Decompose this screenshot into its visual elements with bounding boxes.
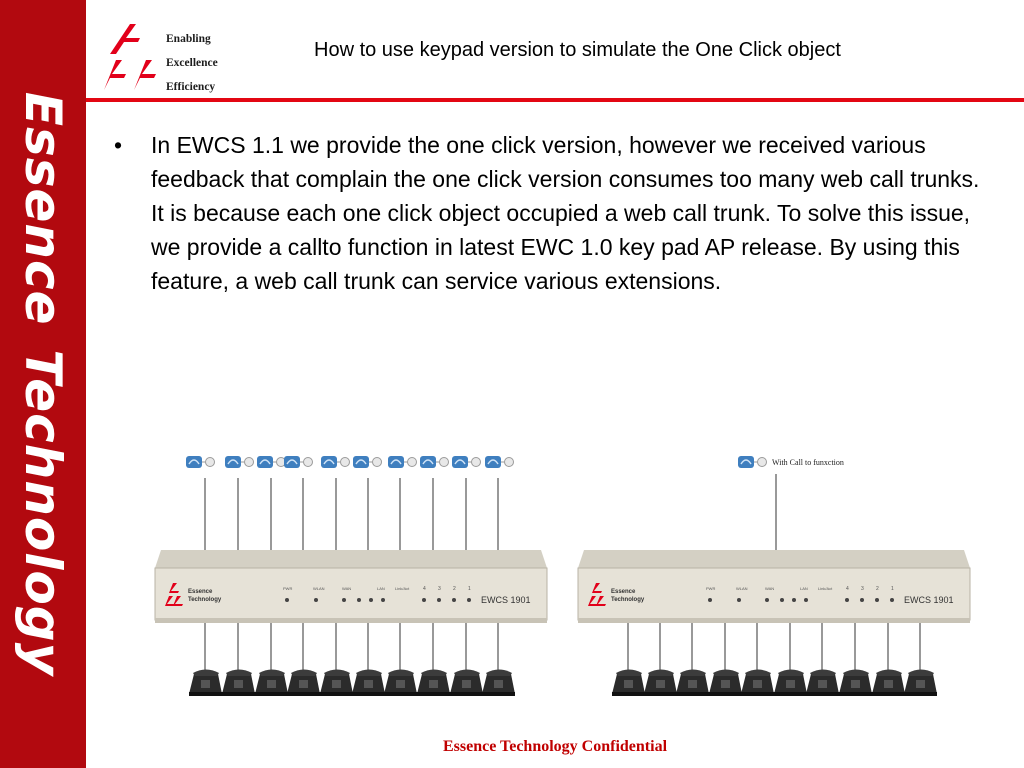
- device-port-label: 1: [468, 586, 471, 592]
- tagline-line-3: Efficiency: [166, 81, 216, 93]
- device-led: [369, 598, 373, 602]
- device-indicator-label: LAN: [377, 586, 385, 591]
- phone-icon: [741, 670, 774, 697]
- device-led: [737, 598, 741, 602]
- bullet-marker: •: [114, 132, 123, 158]
- bullet-text: In EWCS 1.1 we provide the one click version, however we received various feedback that complain the one click version consumes too many web call trunks. It is because each one click object occupied a web call trunk. To solve this issue, we provide a callto function in latest EWC 1.0 key pad AP release. By using this feature, a web call trunk can service various extensions.: [151, 132, 980, 294]
- callto-label: With Call to funxction: [772, 458, 844, 467]
- tagline-line-1: Enabling: [166, 33, 211, 45]
- device-port-led: [452, 598, 456, 602]
- ewcs-1901-device: [155, 550, 547, 623]
- device-model-label: EWCS 1901: [481, 595, 531, 605]
- device-port-label: 4: [423, 586, 426, 592]
- device-port-label: 2: [453, 586, 456, 592]
- device-port-led: [437, 598, 441, 602]
- phone-icon: [676, 670, 709, 697]
- phone-icon: [450, 670, 483, 697]
- one-click-button-icon: [388, 456, 417, 468]
- device-brand-line-1: Essence: [611, 589, 636, 595]
- device-port-label: 1: [891, 586, 894, 592]
- device-port-led: [845, 598, 849, 602]
- device-indicator-label: WLAN: [736, 586, 748, 591]
- one-click-button-icon: [186, 456, 215, 468]
- device-port-led: [890, 598, 894, 602]
- right-setup-callto: [578, 456, 970, 696]
- device-brand-line-2: Technology: [188, 597, 222, 603]
- phone-icon: [255, 670, 288, 697]
- device-indicator-label: LAN: [800, 586, 808, 591]
- ewcs-1901-device: [578, 550, 970, 623]
- sidebar-brand-word-2: Technology: [14, 349, 72, 677]
- phone-icon: [872, 670, 905, 697]
- one-click-button-icon: [738, 456, 767, 468]
- one-click-button-icon: [485, 456, 514, 468]
- device-port-led: [860, 598, 864, 602]
- one-click-button-icon: [284, 456, 313, 468]
- device-port-label: 2: [876, 586, 879, 592]
- phone-icon: [320, 670, 353, 697]
- one-click-button-icon: [353, 456, 382, 468]
- device-led: [708, 598, 712, 602]
- device-led: [381, 598, 385, 602]
- sidebar-brand-word-1: Essence: [14, 91, 72, 326]
- phone-icon: [384, 670, 417, 697]
- phone-icon: [417, 670, 450, 697]
- device-led: [342, 598, 346, 602]
- device-indicator-label: PWR: [283, 586, 293, 591]
- phone-icon: [222, 670, 255, 697]
- phone-icon: [806, 670, 839, 697]
- device-led: [792, 598, 796, 602]
- device-led: [765, 598, 769, 602]
- device-led: [285, 598, 289, 602]
- left-setup-one-click: [155, 456, 547, 696]
- device-brand-line-1: Essence: [188, 589, 213, 595]
- device-indicator-label: WAN: [765, 586, 775, 591]
- phone-icon: [904, 670, 937, 697]
- one-click-button-icon: [420, 456, 449, 468]
- device-led: [780, 598, 784, 602]
- device-led: [804, 598, 808, 602]
- tagline-line-2: Excellence: [166, 57, 218, 69]
- phone-icon: [709, 670, 742, 697]
- device-led: [357, 598, 361, 602]
- device-port-led: [422, 598, 426, 602]
- device-indicator-label: Link/Act: [395, 586, 410, 591]
- device-brand-line-2: Technology: [611, 597, 645, 603]
- one-click-button-icon: [257, 456, 286, 468]
- phone-icon: [287, 670, 320, 697]
- phone-icon: [839, 670, 872, 697]
- one-click-button-icon: [452, 456, 481, 468]
- phone-icon: [352, 670, 385, 697]
- phone-icon: [612, 670, 645, 697]
- device-port-label: 4: [846, 586, 849, 592]
- footer-confidential: Essence Technology Confidential: [442, 738, 668, 755]
- device-indicator-label: WLAN: [313, 586, 325, 591]
- device-indicator-label: WAN: [342, 586, 352, 591]
- one-click-button-icon: [321, 456, 350, 468]
- device-port-label: 3: [861, 586, 864, 592]
- one-click-button-icon: [225, 456, 254, 468]
- device-port-led: [875, 598, 879, 602]
- device-indicator-label: PWR: [706, 586, 716, 591]
- phone-icon: [482, 670, 515, 697]
- phone-icon: [644, 670, 677, 697]
- slide-title: How to use keypad version to simulate the One Click object: [314, 39, 841, 61]
- device-model-label: EWCS 1901: [904, 595, 954, 605]
- device-led: [314, 598, 318, 602]
- phone-icon: [774, 670, 807, 697]
- phone-icon: [189, 670, 222, 697]
- device-port-label: 3: [438, 586, 441, 592]
- device-indicator-label: Link/Act: [818, 586, 833, 591]
- device-port-led: [467, 598, 471, 602]
